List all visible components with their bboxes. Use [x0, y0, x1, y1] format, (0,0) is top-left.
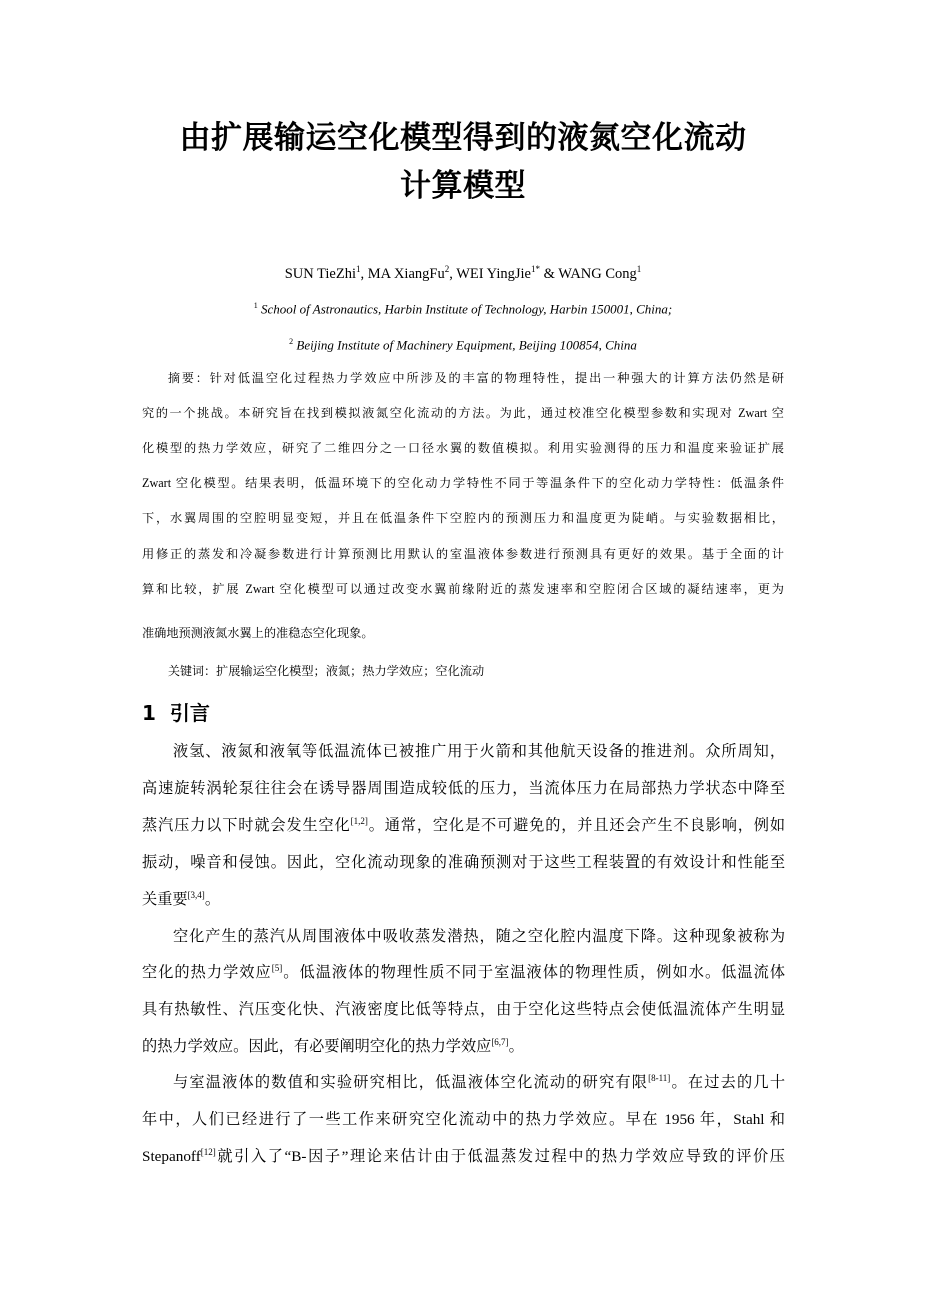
abstract-text: 针对低温空化过程热力学效应中所涉及的丰富的物理特性，提出一种强大的计算方法仍然是研: [209, 371, 784, 385]
citation: [6,7]: [491, 1036, 509, 1047]
citation: [1,2]: [350, 815, 368, 826]
p2-line-4-text-a: 的热力学效应。因此，有必要阐明空化的热力学效应: [142, 1038, 492, 1055]
p3-line-3: [142, 1146, 785, 1168]
citation: [3,4]: [187, 889, 205, 900]
p3-line-1: [173, 1072, 785, 1094]
author-2-affil: 2: [444, 264, 450, 274]
p1-line-5: [142, 889, 785, 911]
abstract-line-4: Zwart 空化模型。结果表明，低温环境下的空化动力学特性不同于等温条件下的空化动力学特性：低温条件: [142, 476, 784, 490]
p2-line-3: 具有热敏性、汽压变化快、汽液密度比低等特点，由于空化这些特点会使低温流体产生明显: [142, 1001, 785, 1018]
p2-line-2-text-a: 空化的热力学效应: [142, 964, 272, 981]
paper-title-line-2: 计算模型: [400, 168, 526, 204]
abstract-label: 摘要：: [168, 371, 210, 385]
p2-line-4: [142, 1036, 785, 1058]
author-3: , WEI YingJie: [449, 265, 531, 282]
author-4: & WANG Cong: [539, 265, 637, 282]
affiliation-1-mark: 1: [253, 301, 258, 310]
section-heading: [142, 700, 210, 726]
abstract-line-3: 化模型的热力学效应，研究了二维四分之一口径水翼的数值模拟。利用实验测得的压力和温度来验证扩展: [142, 441, 784, 455]
p1-line-4: 振动，噪音和侵蚀。因此，空化流动现象的准确预测对于这些工程装置的有效设计和性能至: [142, 854, 785, 871]
p1-line-5-text-b: 。: [204, 891, 220, 908]
affiliation-2: [100, 333, 826, 354]
p1-line-3: [142, 815, 785, 837]
p3-line-3-text-b: 就引入了“B-因子”理论来估计由于低温蒸发过程中的热力学效应导致的评价压: [215, 1148, 785, 1165]
p1-line-3-text-a: 蒸汽压力以下时就会发生空化: [142, 817, 351, 834]
keywords-text: 扩展输运空化模型；液氮；热力学效应；空化流动: [216, 664, 485, 678]
citation: [12]: [200, 1146, 216, 1157]
citation: [5]: [271, 962, 283, 973]
p1-line-1: 液氢、液氮和液氧等低温流体已被推广用于火箭和其他航天设备的推进剂。众所周知，: [173, 743, 785, 760]
author-4-affil: 1: [636, 264, 642, 274]
abstract-line-1: [168, 369, 784, 387]
p1-line-5-text-a: 关重要: [142, 891, 188, 908]
affiliation-1: [100, 297, 826, 318]
affiliation-2-mark: 2: [289, 337, 294, 346]
section-number: 1: [142, 701, 156, 725]
p1-line-2: 高速旋转涡轮泵往往会在诱导器周围造成较低的压力，当流体压力在局部热力学状态中降至: [142, 780, 785, 797]
keywords: [168, 662, 784, 680]
author-3-affil: 1*: [530, 264, 540, 274]
abstract-line-5: 下，水翼周围的空腔明显变短，并且在低温条件下空腔内的预测压力和温度更为陡峭。与实验数据相比，: [142, 511, 784, 525]
citation: [8-11]: [648, 1072, 671, 1083]
affiliation-1-text: School of Astronautics, Harbin Institute of Technology, Harbin 150001, China;: [257, 301, 673, 317]
p2-line-1: 空化产生的蒸汽从周围液体中吸收蒸发潜热，随之空化腔内温度下降。这种现象被称为: [173, 928, 785, 945]
p2-line-4-text-b: 。: [508, 1038, 524, 1055]
affiliation-2-text: Beijing Institute of Machinery Equipment, Beijing 100854, China: [293, 337, 637, 353]
keywords-label: 关键词：: [168, 664, 217, 678]
p2-line-2-text-b: 。低温液体的物理性质不同于室温液体的物理性质，例如水。低温流体: [282, 964, 785, 981]
p3-line-2: 年中，人们已经进行了一些工作来研究空化流动中的热力学效应。早在 1956 年，Stahl 和: [142, 1111, 785, 1128]
author-2: , MA XiangFu: [360, 265, 445, 282]
p3-line-1-text-a: 与室温液体的数值和实验研究相比，低温液体空化流动的研究有限: [173, 1074, 649, 1091]
section-title: 引言: [169, 701, 210, 725]
abstract-line-6: 用修正的蒸发和冷凝参数进行计算预测比用默认的室温液体参数进行预测具有更好的效果。基于全面的计: [142, 547, 784, 561]
p1-line-3-text-b: 。通常，空化是不可避免的，并且还会产生不良影响，例如: [367, 817, 785, 834]
author-1-affil: 1: [356, 264, 361, 274]
abstract-line-7: 算和比较，扩展 Zwart 空化模型可以通过改变水翼前缘附近的蒸发速率和空腔闭合区域的凝结速率，更为: [142, 582, 784, 596]
abstract-line-8: 准确地预测液氮水翼上的准稳态空化现象。: [142, 626, 374, 640]
p3-line-1-text-b: 。在过去的几十: [670, 1074, 785, 1091]
author-list: [100, 259, 826, 284]
author-1: SUN TieZhi: [284, 265, 357, 282]
p3-line-3-text-a: Stepanoff: [142, 1148, 201, 1165]
p2-line-2: [142, 962, 785, 984]
abstract-line-2: 究的一个挑战。本研究旨在找到模拟液氮空化流动的方法。为此，通过校准空化模型参数和实现对 Zwart 空: [142, 406, 784, 420]
paper-title-line-1: 由扩展输运空化模型得到的液氮空化流动: [179, 120, 747, 156]
